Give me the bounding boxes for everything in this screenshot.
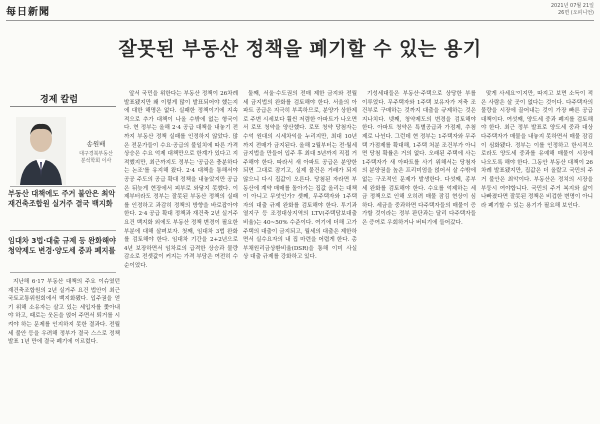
edition: 26면 (오피니언) <box>557 10 594 16</box>
section-label: 경제 칼럼 <box>40 95 78 105</box>
author-name: 송원배 <box>86 140 106 148</box>
section-rule <box>10 106 116 107</box>
body-column-3 <box>362 90 476 420</box>
author-role-line-2: 분석학회 이사 <box>80 158 112 164</box>
deck-rule <box>10 186 116 187</box>
body-paragraph: 둘째, 서울·수도권의 전매 제한 금지와 전월세 금지법의 완화를 검토해야 한다. 서울의 아파트 공급은 지극히 부족하므로, 분양가 상한제로 주변 시세보다 훨씬 저렴한 아파트가 나오면서 로또 청약을 양산했다. 로또 청약 당첨자는 수억 원대의 시세차익을 누리지만, 최대 10년까지 전매가 금지된다. 올해 2월부터는 전·월세 금지법을 만들어 입주 후 최대 5년까지 직접 거주해야 한다. 따라서 새 아파트 공급은 분양한 되면 그대로 잠기고, 실제 물건은 거래가 되지 않으니 다시 집값이 오른다. 당첨된 자라면 부동산에 계약 매매를 돌아가는 집값 올리는 대책이 아니고 무엇인가? 셋째, 무주택자와 1주택자의 대출 규제 완화를 검토해야 한다. 투기과열지구 등 조정대상지역의 LTV(주택담보대출비율)는 40~50% 수준이다. 여기에 더해 고가 주택의 대출이 금지되고, 월세의 대출은 제한하면서 실수요자의 내 집 마련을 어렵게 한다. 총부채원리금상환비율(DSR)을 통해 이미 사실상 대출 규제를 강화하고 있다. <box>243 91 357 261</box>
author-portrait-icon <box>16 117 66 185</box>
author-role-line-1: 대구경북부동산 <box>79 151 113 157</box>
deck-rule <box>10 230 116 231</box>
deck-subhead-1: 부동산 대책에도 주거 불안은 최악 재건축조합원 실거주 결국 백지화 <box>8 189 116 208</box>
body-paragraph: 기성세대들은 부동산·주택으로 상당한 부를 이루었다. 무주택자와 1주택 보유자가 저축 조건부로 구매하는 것까지 대출을 규제하는 것은 지나치다. 넷째, 청약제도의 변경을 검토해야 한다. 아파트 청약은 특별공급과 가점제, 추첨제로 나뉜다. 그런데 현 정부는 1주택자와 무주택 가점제를 확대해, 1주택 처분 조건부가 아니면 당첨 확률은 거의 없다. 오래된 주택에 사는 1주택자가 새 아파트를 사기 위해서는 당첨자의 분양권을 높은 프리미엄을 얹어서 살 수밖에 없는 구조적인 문제가 발생한다. 다섯째, 종부세 완화를 검토해야 한다. 수요를 억제하는 세금 정책으로 인해 오히려 매물 잠김 현상이 심하다. 세금을 중과하면 다주택자들의 매물이 증가할 것이라는 정부 판단과는 달리 다주택자들은 증여로 우회하거나 버티기에 들어갔다. <box>362 91 476 226</box>
body-column-1 <box>124 90 238 420</box>
body-column-2 <box>243 90 357 420</box>
body-paragraph: 맞게 사세요'이지만, 따지고 보면 소득이 적은 사람은 살 곳이 없다는 것이다. 다주택자의 물량을 시장에 끌어내는 것이 가장 빠른 공급 대책이다. 여섯째, 양도세 중과 폐지를 검토해야 한다. 최근 정부 발표로 양도세 중과 대상 다주택자가 매물을 내놓지 못하면서 매물 잠김이 심화됐다. 정부는 이를 인정하고 한시적으로라도 양도세 중과를 유예해 매물이 시장에 나오도록 해야 한다. 그동안 부동산 대책이 26차례 발표됐지만, 집값은 더 올랐고 국민의 주거 불안은 최악이다. 부동산은 정치의 시장을 부둥시 여야합니다. 국민의 주거 복지와 삶이 나빠졌다면 잘못된 정책은 비겁한 변명이 아니라 폐기할 수 있는 용기가 필요해 보인다. <box>481 91 593 209</box>
body-column-4 <box>481 90 593 420</box>
masthead: 每日新聞 <box>6 7 50 18</box>
body-paragraph: 지난해 6·17 부동산 대책의 주요 이슈였던 재건축조합원의 2년 실거주 요건 법안이 최근 국토교통위원회에서 백지화됐다. 입주권을 얻기 위해 소유자는 살고 있는 세입자를 쫓아내야 하고, 때로는 웃돈을 얹어 주면서 퇴거를 시켜야 하는 문제를 인지하지 못한 결과다. 전월세 불안 등을 우려해 정부가 결국 스스로 정책 발표 1년 만에 결국 폐기에 이르렀다. <box>8 279 120 346</box>
date-line <box>551 3 594 17</box>
headline: 잘못된 부동산 정책을 폐기할 수 있는 용기 <box>118 38 482 60</box>
body-column-left <box>8 278 120 418</box>
body-paragraph: 앞서 국민을 위한다는 부동산 정책이 26차례 발표됐지만 왜 이렇게 많이 발표되어야 했는지에 대한 해명은 없다. 실패한 정책이기에 지속적으로 추가 대책이 나올 수밖에 없는 형국이다. 현 정부는 올해 2·4 공급 대책을 내놓기 전까지 부동산 정책 실패를 인정하지 않았다. 많은 전문가들이 수요·공급의 불일치에 따른 가격 상승은 수요 억제 대책만으로 한계가 있다고 지적했지만, 최근까지도 정부는 '공급은 충분하다는 논조'를 유지해 왔다. 2·4 대책을 통해서야 공공 주도의 공급 확대 정책을 내놓았지만 공급은 뒤늦게 현장에서 피부로 와닿지 못했다. 이제부터라도 정부는 잘못된 부동산 정책의 실패를 인정하고 과감히 정책의 방향을 바로잡아야 한다. 2·4 공급 확대 정책과 재건축 2년 실거주 요건 백지화 외에도 부동산 정책 변경이 필요한 부분에 대해 살펴보자. 첫째, 임대차 3법 완화를 검토해야 한다. 임대차 기간을 2+2년으로 4년 보장하면서 임차료의 급격한 상승과 물량 감소로 전셋값이 커지는 가격 부담은 여전히 수순이었다. <box>124 91 238 269</box>
deck-rule <box>10 272 116 273</box>
top-rule <box>6 20 594 21</box>
deck-subhead-2: 임대차 3법·대출 규제 등 완화해야 청약제도 변경·양도세 중과 폐지를 <box>8 236 117 255</box>
date: 2021년 07월 21일 <box>550 3 594 9</box>
byline <box>70 139 122 165</box>
